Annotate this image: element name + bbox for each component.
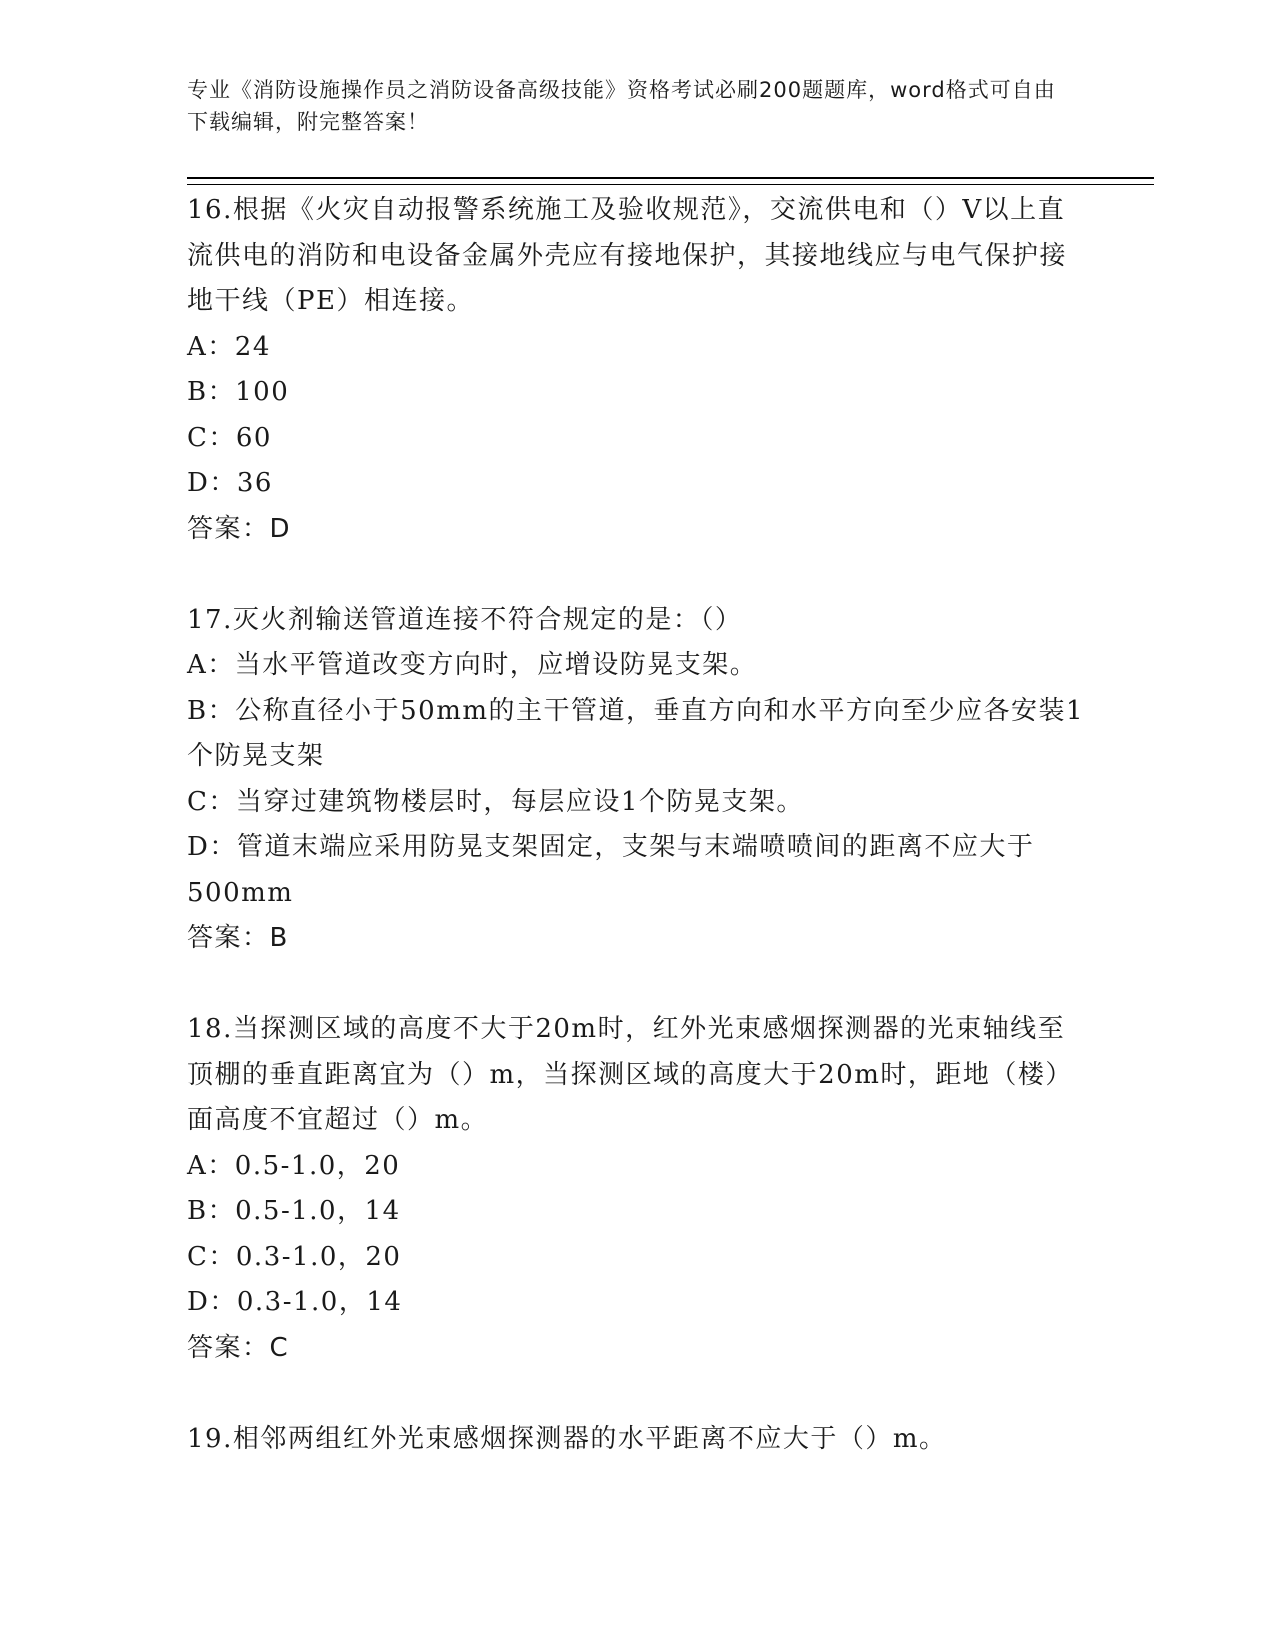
answer-label: 答案：C <box>187 1332 290 1363</box>
question-16 <box>187 188 1087 552</box>
question-spacer <box>187 552 1087 598</box>
option-c: C：60 <box>187 422 272 453</box>
question-spacer <box>187 1371 1087 1417</box>
question-spacer <box>187 962 1087 1008</box>
option-c: C：0.3-1.0，20 <box>187 1241 402 1272</box>
question-stem: 19.相邻两组红外光束感烟探测器的水平距离不应大于（）m。 <box>187 1423 947 1454</box>
question-stem: 18.当探测区域的高度不大于20m时，红外光束感烟探测器的光束轴线至顶棚的垂直距离宜为（）m，当探测区域的高度大于20m时，距地（楼）面高度不宜超过（）m。 <box>187 1014 1073 1135</box>
page-header-title: 专业《消防设施操作员之消防设备高级技能》资格考试必刷200题题库，word格式可自由下载编辑，附完整答案！ <box>187 78 1056 134</box>
option-b: B：0.5-1.0，14 <box>187 1196 401 1226</box>
header-rule-thin <box>187 184 1154 185</box>
question-18 <box>187 1007 1087 1371</box>
option-b: B：公称直径小于50mm的主干管道，垂直方向和水平方向至少应各安装1个防晃支架 <box>187 695 1085 771</box>
question-17 <box>187 598 1087 962</box>
option-a: A：0.5-1.0，20 <box>187 1150 401 1181</box>
question-stem: 17.灭火剂输送管道连接不符合规定的是：（） <box>187 604 743 635</box>
option-d: D：管道末端应采用防晃支架固定，支架与末端喷喷间的距离不应大于500mm <box>187 832 1035 908</box>
option-a: A：24 <box>187 331 271 362</box>
option-d: D：0.3-1.0，14 <box>187 1287 403 1317</box>
option-a: A：当水平管道改变方向时，应增设防晃支架。 <box>187 650 758 680</box>
header-rule-thick <box>187 177 1154 179</box>
option-b: B：100 <box>187 377 290 407</box>
option-d: D：36 <box>187 468 273 498</box>
answer-label: 答案：D <box>187 513 292 544</box>
question-list <box>187 188 1087 1462</box>
answer-label: 答案：B <box>187 923 289 953</box>
question-stem: 16.根据《火灾自动报警系统施工及验收规范》，交流供电和（）V以上直流供电的消防和电设备金属外壳应有接地保护，其接地线应与电气保护接地干线（PE）相连接。 <box>187 195 1068 316</box>
option-c: C：当穿过建筑物楼层时，每层应设1个防晃支架。 <box>187 786 804 817</box>
question-19 <box>187 1417 1087 1463</box>
